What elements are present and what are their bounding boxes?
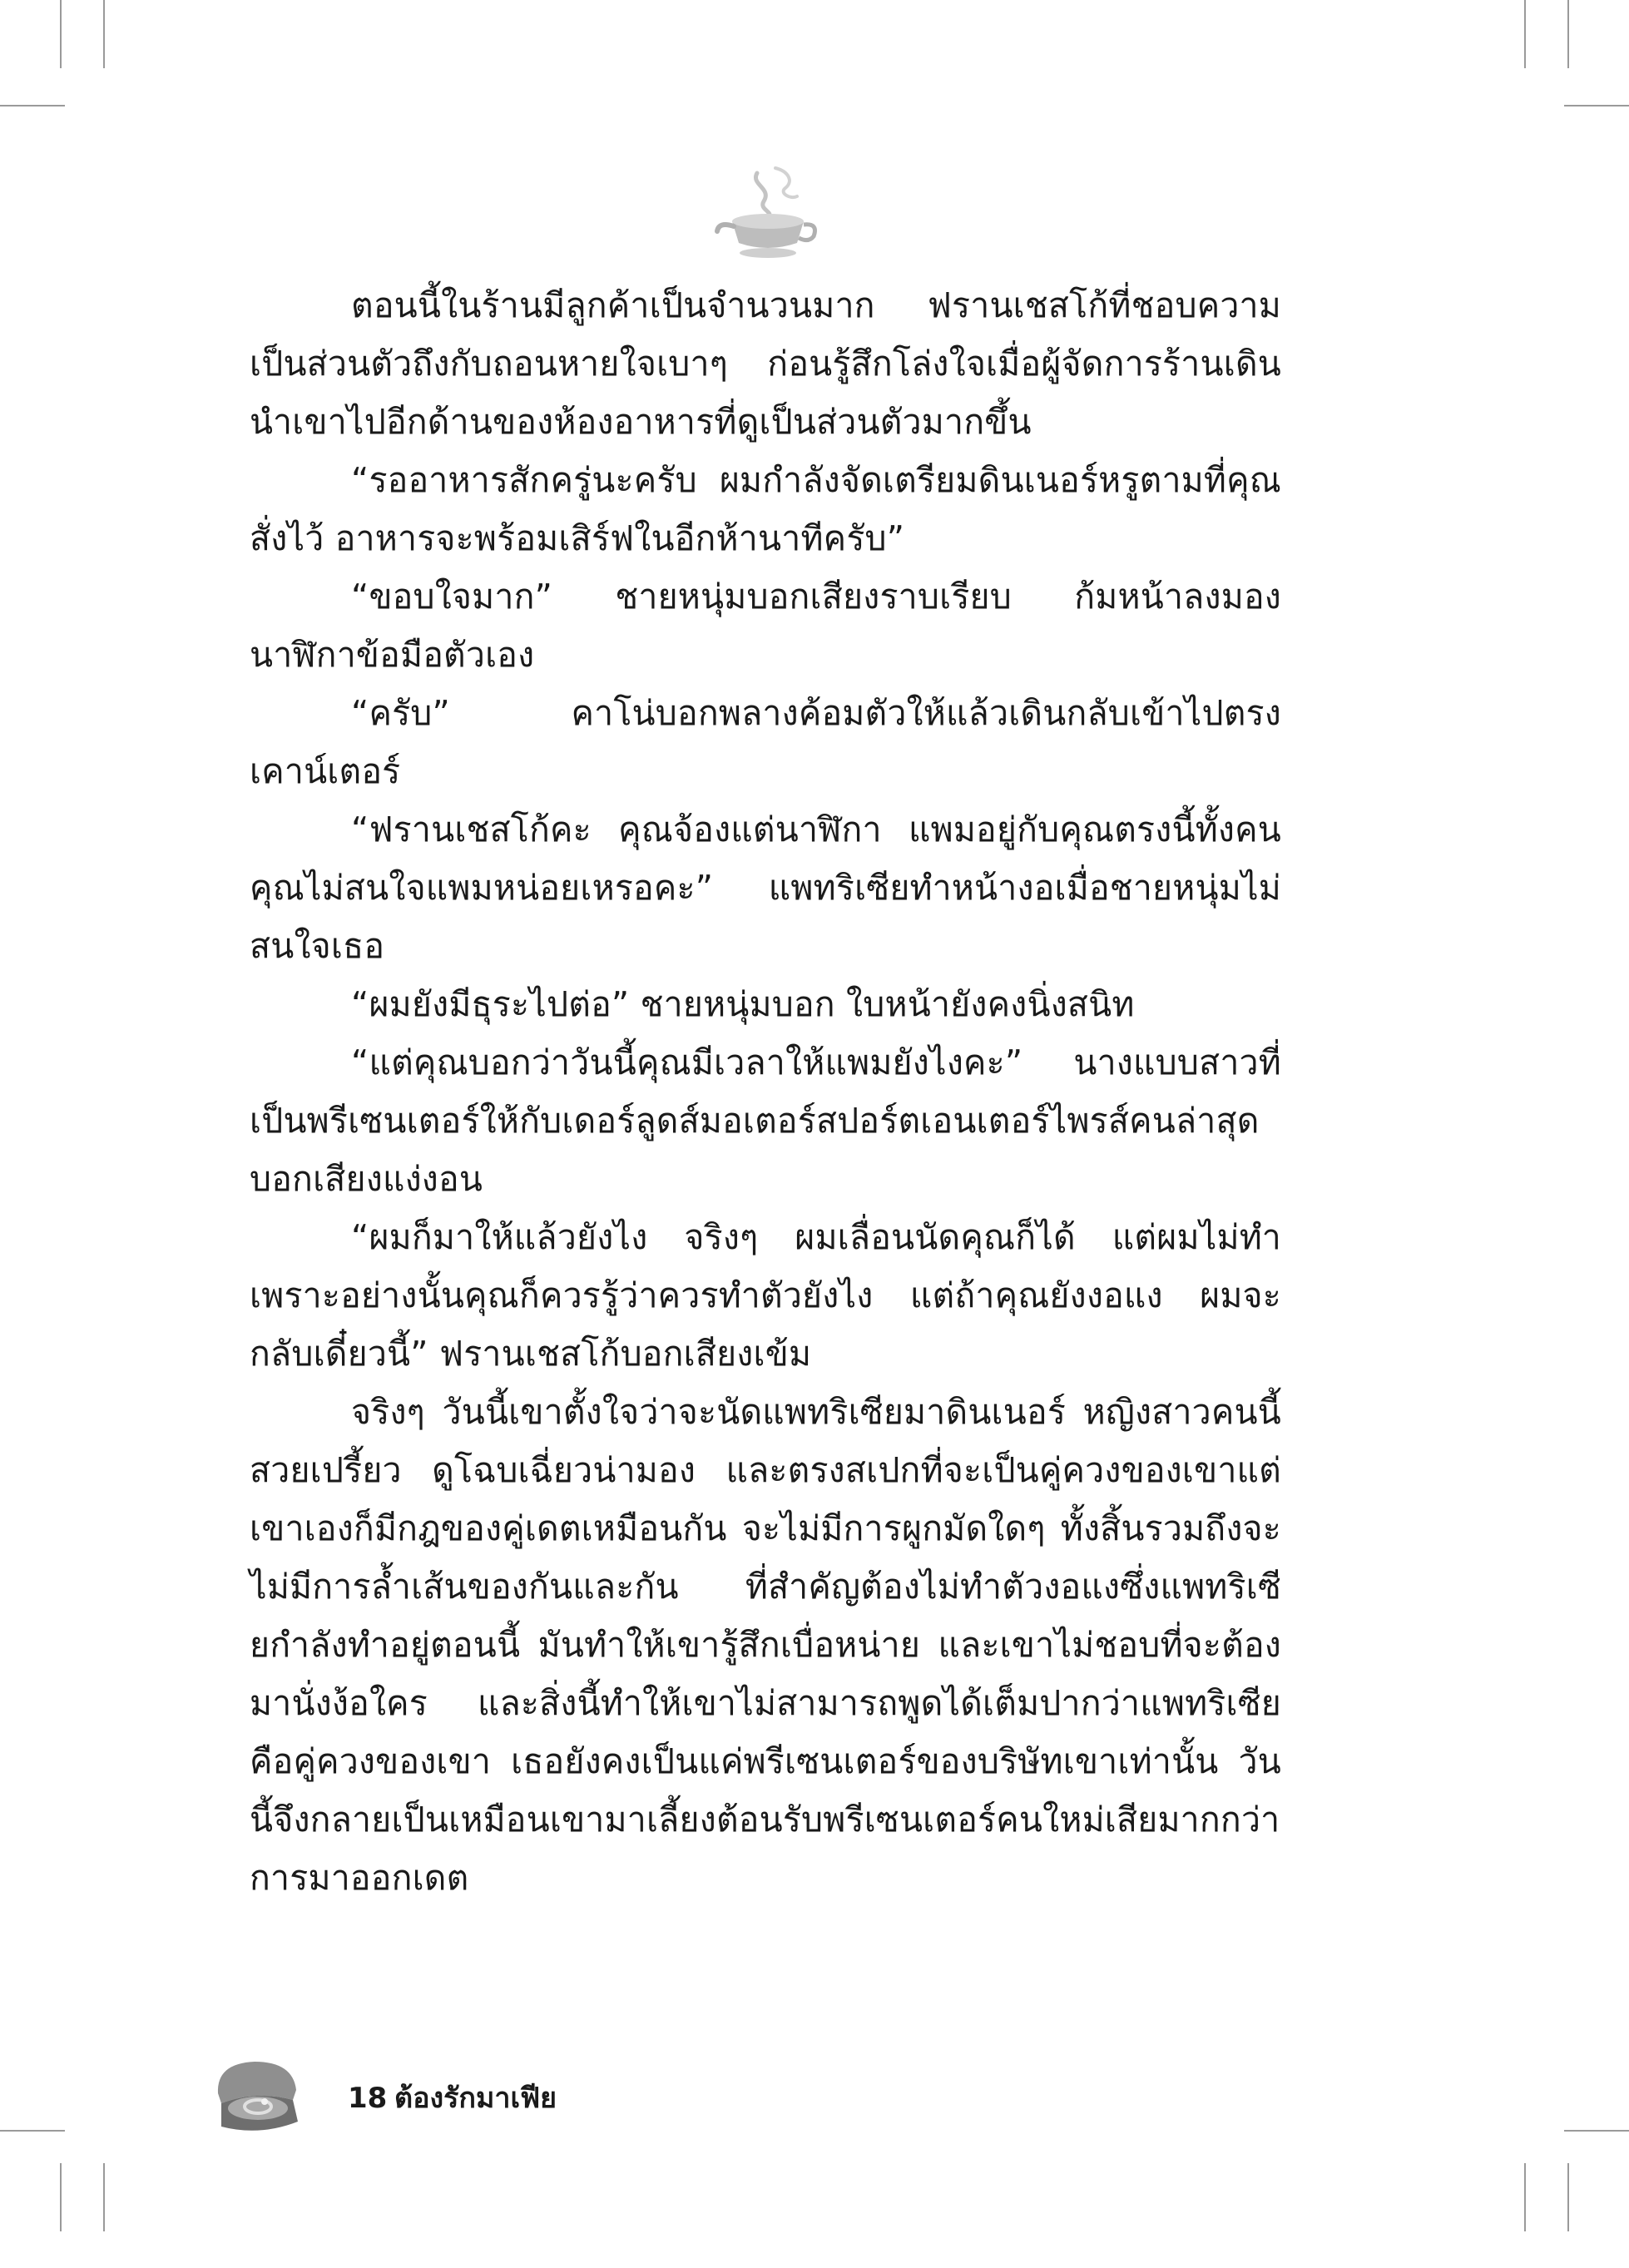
crop-mark	[103, 2163, 105, 2231]
paragraph: จริงๆ วันนี้เขาตั้งใจว่าจะนัดแพทริเซียมาดินเนอร์ หญิงสาวคนนี้สวยเปรี้ยว ดูโฉบเฉี่ยวน่ามอง และตรงสเปกที่จะเป็นคู่ควงของเขาแต่เขาเองก็มีกฎของคู่เดตเหมือนกัน จะไม่มีการผูกมัดใดๆ ทั้งสิ้นรวมถึงจะไม่มีการล้ำเส้นของกันและกัน ที่สำคัญต้องไม่ทำตัวงอแงซึ่งแพทริเซียกำลังทำอยู่ตอนนี้ มันทำให้เขารู้สึกเบื่อหน่าย และเขาไม่ชอบที่จะต้องมานั่งง้อใคร และสิ่งนี้ทำให้เขาไม่สามารถพูดได้เต็มปากว่าแพทริเซียคือคู่ควงของเขา เธอยังคงเป็นแค่พรีเซนเตอร์ของบริษัทเขาเท่านั้น วันนี้จึงกลายเป็นเหมือนเขามาเลี้ยงต้อนรับพรีเซนเตอร์คนใหม่เสียมากกว่าการมาออกเดต	[250, 1392, 1281, 1898]
book-title: ต้องรักมาเฟีย	[394, 2082, 557, 2115]
crop-mark	[60, 2163, 62, 2231]
body-text	[250, 276, 1281, 1907]
paragraph: ตอนนี้ในร้านมีลูกค้าเป็นจำนวนมาก ฟรานเชสโก้ที่ชอบความเป็นส่วนตัวถึงกับถอนหายใจเบาๆ ก่อนรู้สึกโล่งใจเมื่อผู้จัดการร้านเดินนำเขาไปอีกด้านของห้องอาหารที่ดูเป็นส่วนตัวมากขึ้น	[250, 285, 1281, 442]
crop-mark	[60, 0, 62, 68]
paragraph: “ผมยังมีธุระไปต่อ” ชายหนุ่มบอก ใบหน้ายังคงนิ่งสนิท	[351, 984, 1135, 1024]
paragraph: “รออาหารสักครู่นะครับ ผมกำลังจัดเตรียมดินเนอร์หรูตามที่คุณสั่งไว้ อาหารจะพร้อมเสิร์ฟในอีกห้านาทีครับ”	[250, 460, 1281, 558]
paragraph: “ขอบใจมาก” ชายหนุ่มบอกเสียงราบเรียบ ก้มหน้าลงมองนาฬิกาข้อมือตัวเอง	[250, 577, 1281, 675]
paragraph: “ฟรานเชสโก้คะ คุณจ้องแต่นาฬิกา แพมอยู่กับคุณตรงนี้ทั้งคนคุณไม่สนใจแพมหน่อยเหรอคะ” แพทริเซียทำหน้างอเมื่อชายหนุ่มไม่สนใจเธอ	[250, 810, 1281, 966]
crop-mark	[1564, 105, 1629, 106]
page-footer	[206, 2057, 789, 2148]
ring-box-icon	[206, 2057, 311, 2140]
crop-mark	[1567, 2163, 1569, 2231]
page-number: 18	[348, 2082, 388, 2115]
paragraph: “แต่คุณบอกว่าวันนี้คุณมีเวลาให้แพมยังไงคะ” นางแบบสาวที่เป็นพรีเซนเตอร์ให้กับเดอร์ลูดส์มอเตอร์สปอร์ตเอนเตอร์ไพรส์คนล่าสุดบอกเสียงแง่งอน	[250, 1042, 1281, 1199]
teapot-steam-icon	[714, 163, 822, 263]
paragraph: “ผมก็มาให้แล้วยังไง จริงๆ ผมเลื่อนนัดคุณก็ได้ แต่ผมไม่ทำเพราะอย่างนั้นคุณก็ควรรู้ว่าควรทำตัวยังไง แต่ถ้าคุณยังงอแง ผมจะกลับเดี๋ยวนี้” ฟรานเชสโก้บอกเสียงเข้ม	[250, 1217, 1281, 1374]
crop-mark	[0, 105, 65, 106]
paragraph: “ครับ” คาโน่บอกพลางค้อมตัวให้แล้วเดินกลับเข้าไปตรงเคาน์เตอร์	[250, 693, 1281, 791]
crop-mark	[1524, 2163, 1526, 2231]
crop-mark	[0, 2130, 65, 2132]
crop-mark	[103, 0, 105, 68]
crop-mark	[1567, 0, 1569, 68]
crop-mark	[1564, 2130, 1629, 2132]
crop-mark	[1524, 0, 1526, 68]
